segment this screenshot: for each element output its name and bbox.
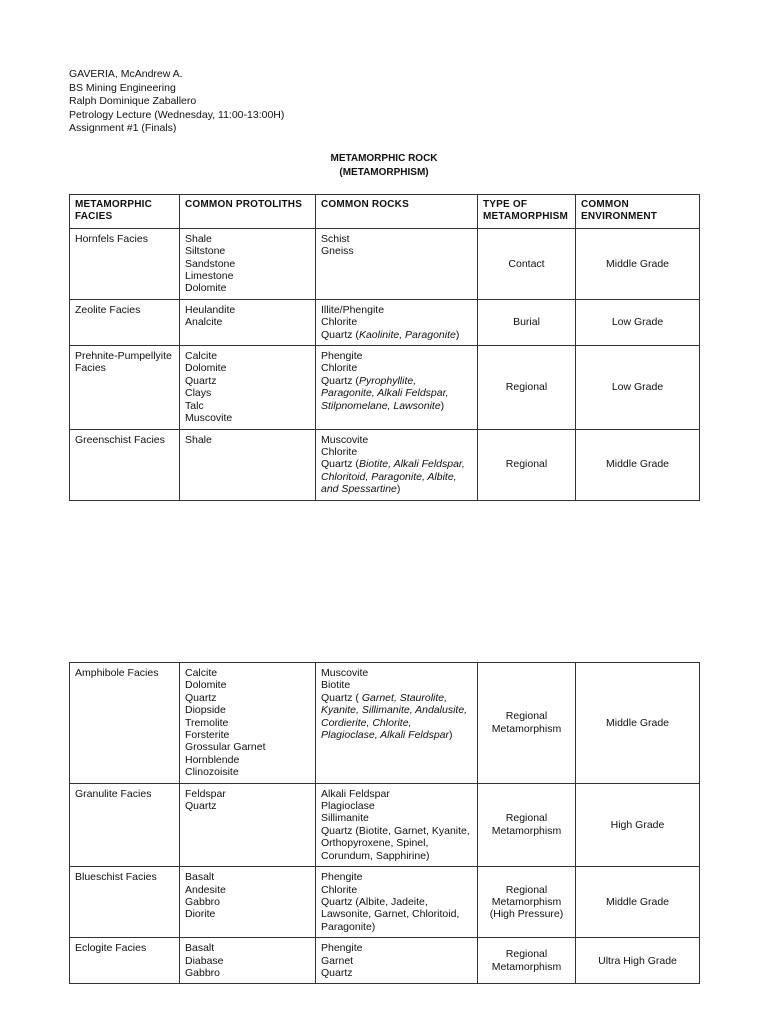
cell-facies — [70, 783, 180, 866]
table-row — [70, 299, 700, 345]
rock-text: ) — [449, 729, 453, 742]
rock-text: Phengite — [321, 350, 363, 363]
protolith-item: Calcite — [185, 667, 218, 679]
rock-mineral-italic: Pyrophyllite, — [358, 374, 417, 387]
rock-mineral-italic: Cordierite, Chlorite, — [321, 716, 412, 729]
rock-line — [321, 329, 472, 341]
cell-metamorphism-type — [478, 299, 576, 345]
cell-protoliths — [180, 663, 316, 784]
rock-line — [321, 387, 472, 399]
rock-line — [321, 717, 472, 729]
metamorphism-type: Metamorphism — [491, 895, 562, 908]
rock-text: Chlorite — [321, 883, 358, 896]
rock-line — [321, 800, 472, 812]
cell-rocks — [316, 346, 478, 429]
cell-metamorphism-type — [478, 867, 576, 938]
rock-line — [321, 667, 472, 679]
cell-rocks — [316, 429, 478, 500]
rock-line — [321, 825, 472, 837]
metamorphism-type: (High Pressure) — [489, 908, 564, 921]
rock-line — [321, 896, 472, 908]
rock-line — [321, 837, 472, 849]
rock-mineral-italic: Chloritoid, Paragonite, Albite, — [321, 470, 457, 483]
rock-line — [321, 245, 472, 257]
rock-line — [321, 729, 472, 741]
header-type-of-metamorphism-line: METAMORPHISM — [483, 211, 568, 223]
author-name: GAVERIA, McAndrew A. — [69, 68, 183, 80]
cell-environment: Middle Grade — [576, 228, 700, 299]
lecture-schedule: Petrology Lecture (Wednesday, 11:00-13:00H) — [69, 108, 285, 121]
table-row — [70, 429, 700, 500]
table-row — [70, 346, 700, 429]
facies-name: Prehnite-Pumpellyite — [75, 350, 172, 363]
protolith-item: Andesite — [185, 883, 226, 896]
rock-line — [321, 304, 472, 316]
header-common-protoliths — [180, 195, 316, 229]
rock-mineral-italic: Garnet, Staurolite, — [361, 691, 448, 704]
cell-facies — [70, 867, 180, 938]
rock-text: Quartz (Biotite, Garnet, Kyanite, — [321, 824, 470, 837]
rock-text: Garnet — [321, 954, 354, 967]
header-common-rocks — [316, 195, 478, 229]
cell-metamorphism-type — [478, 663, 576, 784]
protolith-item: Diorite — [185, 908, 216, 921]
metamorphism-type: Metamorphism — [491, 960, 562, 973]
rock-line — [321, 908, 472, 920]
rock-line — [321, 871, 472, 883]
facies-name: Zeolite Facies — [75, 303, 141, 316]
protolith-item: Dolomite — [185, 362, 227, 375]
table-row — [70, 867, 700, 938]
metamorphism-type: Regional — [505, 948, 548, 961]
rock-line — [321, 375, 472, 387]
cell-metamorphism-type — [478, 783, 576, 866]
cell-facies — [70, 346, 180, 429]
protolith-item: Talc — [185, 399, 204, 412]
protolith-item: Quartz — [185, 691, 217, 704]
protolith-item: Limestone — [185, 270, 234, 283]
metamorphism-type: Metamorphism — [491, 722, 562, 735]
header-common-environment-line: COMMON — [581, 199, 629, 210]
rock-text: Corundum, Sapphirine) — [321, 849, 430, 862]
protolith-item: Forsterite — [185, 729, 230, 742]
rock-text: Quartz ( — [321, 374, 359, 387]
rock-line — [321, 471, 472, 483]
metamorphism-type: Regional — [505, 812, 548, 825]
title-line-2: (METAMORPHISM) — [339, 167, 429, 178]
protolith-item: Heulandite — [185, 303, 236, 316]
metamorphism-type: Regional — [505, 710, 548, 723]
rock-text: Quartz ( — [321, 328, 359, 341]
rock-mineral-italic: Plagioclase, Alkali Feldspar — [321, 729, 450, 742]
rock-text: Chlorite — [321, 445, 358, 458]
protolith-item: Dolomite — [185, 282, 227, 295]
rock-text: Quartz (Albite, Jadeite, — [321, 895, 428, 908]
rock-text: Quartz ( — [321, 691, 362, 704]
rock-mineral-italic: Stilpnomelane, Lawsonite — [321, 399, 441, 412]
header-common-protoliths-line: COMMON PROTOLITHS — [185, 199, 303, 210]
rock-text: Orthopyroxene, Spinel, — [321, 837, 429, 850]
rock-text: ) — [396, 483, 401, 496]
protolith-item: Analcite — [185, 316, 223, 329]
rock-mineral-italic: Biotite, Alkali Feldspar, — [358, 458, 465, 471]
cell-environment: Middle Grade — [576, 663, 700, 784]
cell-facies — [70, 663, 180, 784]
rock-text: Phengite — [321, 871, 363, 884]
course-program: BS Mining Engineering — [69, 81, 176, 94]
rock-line — [321, 679, 472, 691]
protolith-item: Muscovite — [185, 412, 233, 425]
rock-line — [321, 350, 472, 362]
facies-table-page-2 — [69, 662, 700, 984]
rock-line — [321, 850, 472, 862]
protolith-item: Feldspar — [185, 787, 226, 800]
instructor-name: Ralph Dominique Zaballero — [69, 95, 197, 107]
rock-line — [321, 942, 472, 954]
cell-metamorphism-type — [478, 938, 576, 984]
facies-table-page-1 — [69, 194, 700, 501]
rock-line — [321, 458, 472, 470]
rock-text: Sillimanite — [321, 812, 369, 825]
protolith-item: Hornblende — [185, 753, 240, 766]
protolith-item: Shale — [185, 232, 212, 245]
header-common-environment-line: ENVIRONMENT — [581, 211, 658, 223]
cell-environment: Middle Grade — [576, 867, 700, 938]
rock-mineral-italic: Paragonite, Alkali Feldspar, — [321, 387, 449, 400]
cell-protoliths — [180, 429, 316, 500]
rock-line — [321, 788, 472, 800]
header-metamorphic-facies-line: FACIES — [75, 211, 113, 223]
rock-line — [321, 233, 472, 245]
rock-text: Quartz — [321, 966, 353, 979]
metamorphism-type: Regional — [505, 381, 548, 394]
facies-name: Facies — [75, 362, 106, 375]
facies-name: Amphibole Facies — [75, 667, 159, 679]
rock-mineral-italic: and Spessartine — [321, 483, 397, 496]
protolith-item: Grossular Garnet — [185, 741, 266, 754]
cell-metamorphism-type — [478, 429, 576, 500]
cell-protoliths — [180, 346, 316, 429]
cell-rocks — [316, 299, 478, 345]
metamorphism-type: Contact — [508, 257, 545, 270]
protolith-item: Tremolite — [185, 716, 229, 729]
protolith-item: Calcite — [185, 350, 218, 363]
protolith-item: Dolomite — [185, 679, 227, 692]
cell-environment: Low Grade — [576, 346, 700, 429]
rock-text: Muscovite — [321, 433, 369, 446]
header-type-of-metamorphism-line: TYPE OF — [483, 199, 528, 210]
cell-environment: Middle Grade — [576, 429, 700, 500]
rock-mineral-italic: Kaolinite, Paragonite — [358, 328, 456, 341]
header-common-environment — [576, 195, 700, 229]
title-line-1: METAMORPHIC ROCK — [330, 153, 438, 164]
cell-facies — [70, 429, 180, 500]
metamorphism-type: Metamorphism — [491, 824, 562, 837]
cell-facies — [70, 938, 180, 984]
rock-text: Paragonite) — [321, 920, 376, 933]
rock-mineral-italic: Kyanite, Sillimanite, Andalusite, — [321, 704, 468, 717]
cell-metamorphism-type — [478, 346, 576, 429]
cell-rocks — [316, 867, 478, 938]
protolith-item: Basalt — [185, 942, 215, 955]
rock-text: Schist — [321, 232, 350, 245]
protolith-item: Diabase — [185, 954, 224, 967]
protolith-item: Quartz — [185, 374, 217, 387]
rock-line — [321, 955, 472, 967]
rock-text: Illite/Phengite — [321, 303, 385, 316]
header-common-rocks-line: COMMON ROCKS — [321, 199, 409, 210]
table-row — [70, 663, 700, 784]
cell-protoliths — [180, 783, 316, 866]
table-row — [70, 228, 700, 299]
rock-line — [321, 704, 472, 716]
metamorphism-type: Burial — [513, 316, 540, 329]
cell-metamorphism-type — [478, 228, 576, 299]
rock-line — [321, 316, 472, 328]
cell-rocks — [316, 783, 478, 866]
rock-text: Biotite — [321, 679, 351, 692]
table-header-row — [70, 195, 700, 229]
table-row — [70, 938, 700, 984]
rock-line — [321, 967, 472, 979]
header-metamorphic-facies — [70, 195, 180, 229]
rock-text: Lawsonite, Garnet, Chloritoid, — [321, 908, 460, 921]
assignment-label: Assignment #1 (Finals) — [69, 122, 177, 134]
protolith-item: Quartz — [185, 800, 217, 813]
protolith-item: Gabbro — [185, 966, 221, 979]
document-header — [69, 68, 284, 136]
rock-text: Phengite — [321, 942, 363, 955]
cell-facies — [70, 228, 180, 299]
header-type-of-metamorphism — [478, 195, 576, 229]
protolith-item: Clinozoisite — [185, 766, 239, 779]
rock-line — [321, 362, 472, 374]
rock-line — [321, 446, 472, 458]
rock-text: Muscovite — [321, 667, 369, 679]
cell-facies — [70, 299, 180, 345]
header-metamorphic-facies-line: METAMORPHIC — [75, 199, 153, 210]
rock-text: ) — [440, 399, 445, 412]
cell-protoliths — [180, 299, 316, 345]
document-title — [0, 152, 768, 180]
protolith-item: Sandstone — [185, 257, 236, 270]
rock-text: Plagioclase — [321, 800, 375, 813]
rock-line — [321, 434, 472, 446]
cell-rocks — [316, 228, 478, 299]
facies-name: Blueschist Facies — [75, 871, 157, 884]
rock-line — [321, 921, 472, 933]
metamorphism-type: Regional — [505, 883, 548, 896]
rock-line — [321, 483, 472, 495]
cell-environment: Ultra High Grade — [576, 938, 700, 984]
cell-rocks — [316, 663, 478, 784]
rock-text: Quartz ( — [321, 458, 359, 471]
protolith-item: Siltstone — [185, 245, 226, 258]
cell-protoliths — [180, 938, 316, 984]
rock-text: Chlorite — [321, 316, 358, 329]
protolith-item: Gabbro — [185, 895, 221, 908]
facies-name: Eclogite Facies — [75, 942, 147, 955]
rock-text: Gneiss — [321, 245, 354, 258]
protolith-item: Clays — [185, 387, 212, 400]
rock-line — [321, 692, 472, 704]
table-row — [70, 783, 700, 866]
protolith-item: Shale — [185, 433, 212, 446]
facies-name: Hornfels Facies — [75, 232, 148, 245]
cell-protoliths — [180, 867, 316, 938]
metamorphism-type: Regional — [505, 458, 548, 471]
rock-line — [321, 884, 472, 896]
rock-line — [321, 400, 472, 412]
cell-environment: High Grade — [576, 783, 700, 866]
rock-line — [321, 812, 472, 824]
rock-text: Alkali Feldspar — [321, 787, 390, 800]
rock-text: ) — [455, 328, 460, 341]
cell-environment: Low Grade — [576, 299, 700, 345]
cell-rocks — [316, 938, 478, 984]
facies-name: Greenschist Facies — [75, 433, 165, 446]
protolith-item: Basalt — [185, 871, 215, 884]
protolith-item: Diopside — [185, 704, 226, 717]
facies-name: Granulite Facies — [75, 787, 152, 800]
rock-text: Chlorite — [321, 362, 358, 375]
cell-protoliths — [180, 228, 316, 299]
